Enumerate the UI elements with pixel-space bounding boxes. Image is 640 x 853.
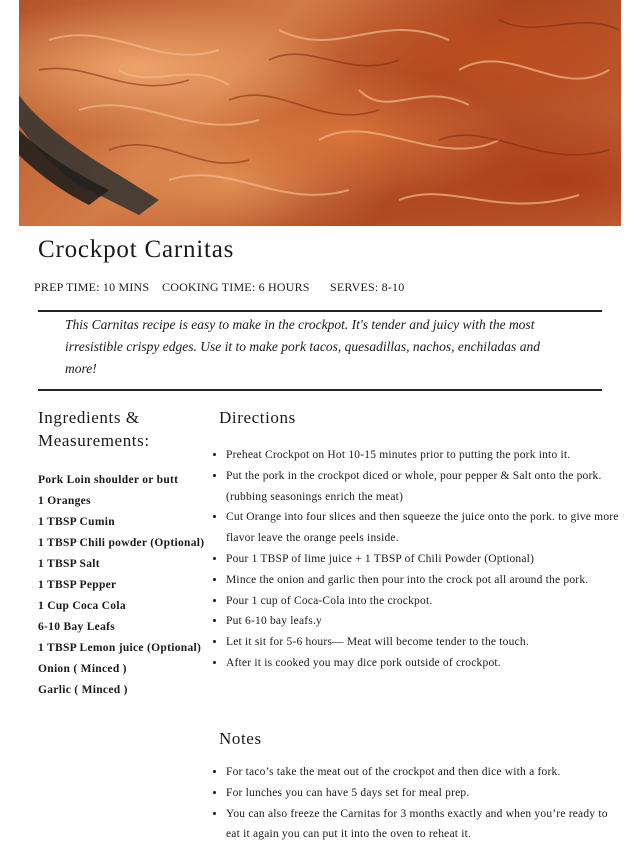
divider-bottom xyxy=(38,389,602,391)
direction-step: • Pour 1 cup of Coca-Cola into the crockpot. xyxy=(226,591,624,612)
direction-step: • Put the pork in the crockpot diced or whole, pour pepper & Salt onto the pork. (rubbing seasonings enrich the meat) xyxy=(226,466,624,508)
serves: SERVES: 8-10 xyxy=(330,280,405,294)
ingredient-item: Pork Loin shoulder or butt xyxy=(38,474,179,486)
ingredient-item: 1 TBSP Salt xyxy=(38,558,100,570)
recipe-title: Crockpot Carnitas xyxy=(38,236,235,263)
ingredients-heading: Ingredients & Measurements: xyxy=(38,408,150,450)
recipe-intro: This Carnitas recipe is easy to make in the crockpot. It's tender and juicy with the most irresistible crispy edges. Use it to make pork tacos, quesadillas, nachos, enchiladas and more! xyxy=(65,317,540,376)
cooking-time: COOKING TIME: 6 HOURS xyxy=(162,280,310,294)
direction-step: • After it is cooked you may dice pork outside of crockpot. xyxy=(226,653,624,674)
direction-step: • Let it sit for 5-6 hours— Meat will become tender to the touch. xyxy=(226,632,624,653)
ingredient-item: 1 TBSP Chili powder (Optional) xyxy=(38,537,205,549)
direction-step: • Mince the onion and garlic then pour into the crock pot all around the pork. xyxy=(226,570,624,591)
ingredient-item: Garlic ( Minced ) xyxy=(38,684,128,696)
ingredient-item: 6-10 Bay Leafs xyxy=(38,621,116,633)
prep-time: PREP TIME: 10 MINS xyxy=(34,280,150,294)
note-item: • For taco’s take the meat out of the crockpot and then dice with a fork. xyxy=(226,762,624,783)
ingredient-item: 1 Cup Coca Cola xyxy=(38,600,126,612)
direction-step: • Put 6-10 bay leafs.y xyxy=(226,611,624,632)
ingredient-item: 1 TBSP Cumin xyxy=(38,516,115,528)
shredded-meat-texture xyxy=(19,0,621,226)
ingredients-list xyxy=(38,470,208,701)
direction-step: • Pour 1 TBSP of lime juice + 1 TBSP of Chili Powder (Optional) xyxy=(226,549,624,570)
note-item: • You can also freeze the Carnitas for 3 months exactly and when you’re ready to eat it again you can put it into the oven to reheat it. xyxy=(226,804,624,846)
note-item: • For lunches you can have 5 days set for meal prep. xyxy=(226,783,624,804)
directions-heading: Directions xyxy=(219,408,296,427)
hero-photo-carnitas xyxy=(19,0,621,226)
ingredient-item: 1 Oranges xyxy=(38,495,91,507)
direction-step: • Preheat Crockpot on Hot 10-15 minutes prior to putting the pork into it. xyxy=(226,445,624,466)
notes-list xyxy=(208,762,624,845)
notes-heading: Notes xyxy=(219,729,262,748)
ingredient-item: 1 TBSP Lemon juice (Optional) xyxy=(38,642,202,654)
directions-list xyxy=(208,445,624,674)
ingredient-item: Onion ( Minced ) xyxy=(38,663,127,675)
divider-top xyxy=(38,310,602,312)
direction-step: • Cut Orange into four slices and then squeeze the juice onto the pork. to give more flavor leave the orange peels inside. xyxy=(226,507,624,549)
ingredient-item: 1 TBSP Pepper xyxy=(38,579,117,591)
